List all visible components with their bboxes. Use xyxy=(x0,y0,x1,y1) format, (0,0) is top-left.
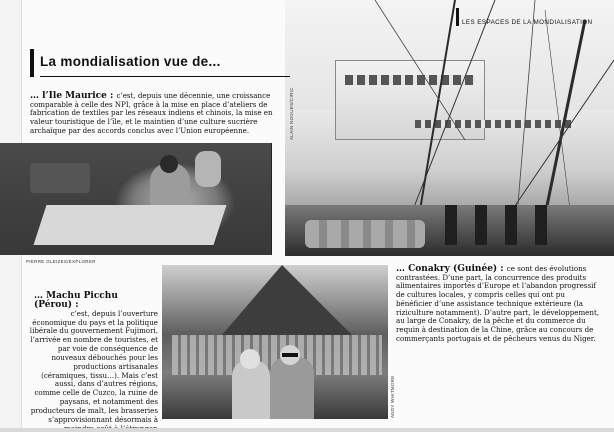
factory-photo-background-worker xyxy=(195,151,221,187)
ship-photo-credit: ALAIN NOGUES/CIRIC xyxy=(289,87,294,140)
section-header xyxy=(450,8,614,28)
machu-photo-credit: ANDY WHITMORE xyxy=(390,375,395,418)
scan-edge xyxy=(0,428,614,432)
machu-paragraph xyxy=(28,292,158,432)
factory-photo xyxy=(0,143,272,255)
article-title: La mondialisation vue de... xyxy=(40,54,221,69)
machu-photo-sunglasses xyxy=(282,353,298,357)
section-header-bar xyxy=(456,8,459,26)
maurice-heading: … l’Ile Maurice : xyxy=(30,91,117,101)
conakry-paragraph xyxy=(396,265,601,343)
ship-photo xyxy=(285,0,614,256)
machu-photo-tourist-left-head xyxy=(240,349,260,369)
machu-photo-mountain xyxy=(222,265,352,335)
article-title-block xyxy=(22,42,284,80)
ship-photo-workers xyxy=(435,205,555,245)
factory-photo-machine xyxy=(30,163,90,193)
machu-photo-tourist-right xyxy=(270,357,314,419)
ship-photo-sacks xyxy=(305,220,425,248)
machu-body: c’est, depuis l’ouverture économique du pays et la politique libérale du gouvernement Fujimori, l’arrivée en nombre de touristes, et par voie de conséquence de nouveaux débouchés pour les productions artisanales (céramiques, tissu…). Mais c’est aussi, dans d’autres régions, comme celle de Cuzco, la ruine de paysans, et notamment des producteurs de malt, les brasseries s’approvisionnant désormais à xyxy=(29,308,158,424)
maurice-paragraph xyxy=(30,92,276,136)
factory-photo-worker-head xyxy=(160,155,178,173)
section-header-text: LES ESPACES DE LA MONDIALISATION xyxy=(462,19,593,26)
maurice-body: c’est, depuis une décennie, une croissance comparable à celle des NPI, grâce à la mise en place d’ateliers de fabrication de textiles par les réseaux indiens et chinois, la mise en valeur touristique de l’île, et le maintien d’une culture sucrière archaïque par des accords conclus avec l’Union européenne. xyxy=(30,91,273,135)
conakry-body: ce sont des évolutions contrastées. D’une part, la concurrence des produits alimentaires importés d’Europe et l’abandon progressif de cultures locales, y compris celles qui ont pu bénéficier d’une assistance technique extérieure (la riziculture notamment). D’autre part, le développement, au large de Conakry, de la pêche et du commerce du requin à destination de la Chine, grâce au concours de commerçants portugais et de pêcheurs venus du Niger. xyxy=(396,264,600,343)
factory-photo-credit: PIERRE GLEIZES/EXPLORER xyxy=(26,259,96,264)
title-bar xyxy=(30,49,34,77)
conakry-heading: … Conakry (Guinée) : xyxy=(396,264,507,274)
machu-heading: … Machu Picchu (Pérou) : xyxy=(34,291,118,310)
machu-picchu-photo xyxy=(162,265,388,419)
title-rule xyxy=(40,76,290,77)
factory-photo-table xyxy=(34,205,227,245)
